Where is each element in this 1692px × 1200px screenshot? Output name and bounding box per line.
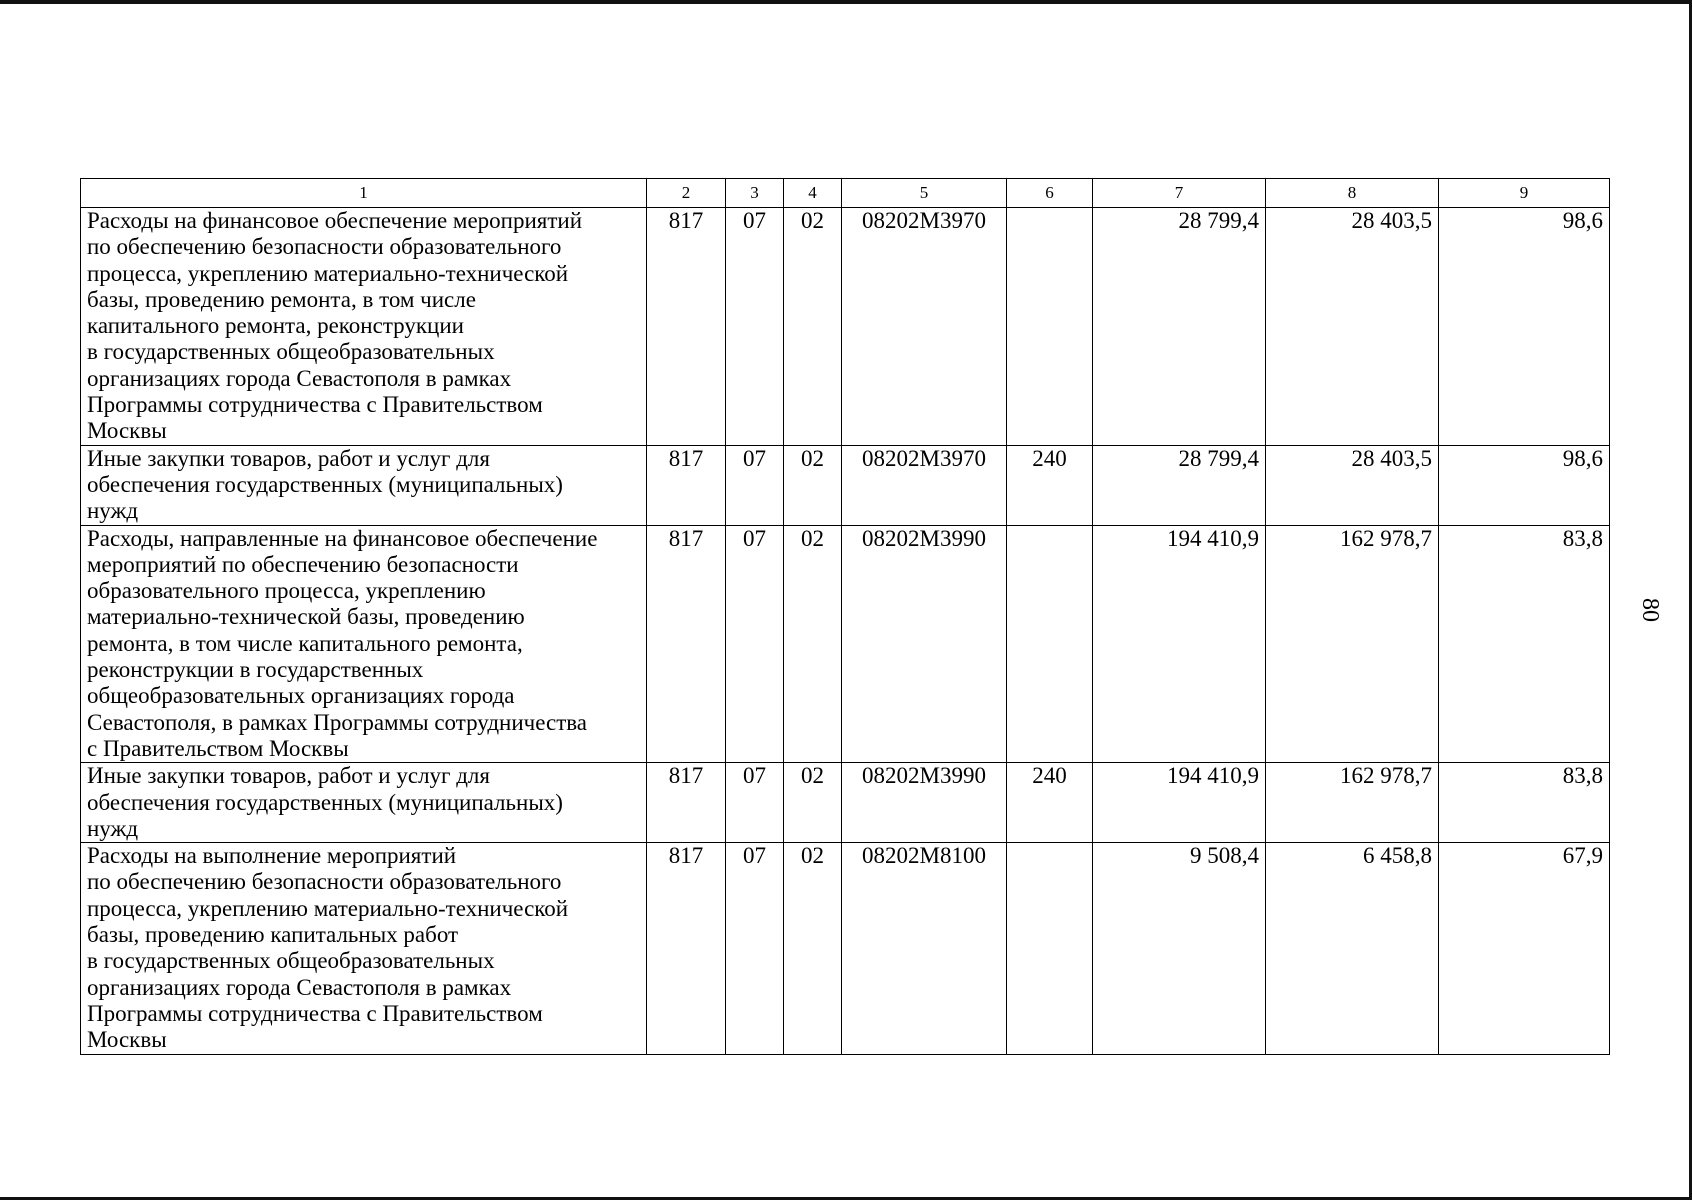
cell-section: 07 — [726, 763, 784, 843]
expense-name-line: в государственных общеобразовательных — [87, 948, 495, 974]
cell-admin-code: 817 — [647, 208, 726, 446]
expense-name-line: по обеспечению безопасности образовательного — [87, 869, 562, 895]
cell-execution-percent: 67,9 — [1439, 843, 1610, 1054]
expense-name-line: материально-технической базы, проведению — [87, 604, 525, 630]
expense-name-line: организациях города Севастополя в рамках — [87, 365, 512, 391]
expense-name-line: организациях города Севастополя в рамках — [87, 974, 512, 1000]
cell-admin-code: 817 — [647, 763, 726, 843]
cell-planned-amount: 194 410,9 — [1093, 763, 1266, 843]
expense-name-line: процесса, укреплению материально-технической — [87, 260, 569, 286]
cell-section: 07 — [726, 445, 784, 525]
cell-section: 07 — [726, 208, 784, 446]
cell-expense-type: 240 — [1007, 763, 1093, 843]
cell-subsection: 02 — [784, 525, 842, 763]
cell-planned-amount: 194 410,9 — [1093, 525, 1266, 763]
cell-planned-amount: 9 508,4 — [1093, 843, 1266, 1054]
cell-subsection: 02 — [784, 445, 842, 525]
cell-execution-percent: 98,6 — [1439, 208, 1610, 446]
cell-expense-name — [81, 445, 647, 525]
cell-expense-name — [81, 843, 647, 1054]
expense-name-line: Расходы, направленные на финансовое обеспечение — [87, 525, 598, 551]
cell-executed-amount: 28 403,5 — [1266, 208, 1439, 446]
cell-execution-percent: 83,8 — [1439, 525, 1610, 763]
column-header: 8 — [1266, 179, 1439, 208]
cell-target-article: 08202M8100 — [842, 843, 1007, 1054]
cell-section: 07 — [726, 525, 784, 763]
cell-expense-type — [1007, 525, 1093, 763]
table-body — [81, 208, 1610, 1055]
cell-execution-percent: 83,8 — [1439, 763, 1610, 843]
expense-name-line: нужд — [87, 498, 139, 524]
budget-execution-table — [80, 178, 1610, 1055]
expense-name-line: Расходы на финансовое обеспечение мероприятий — [87, 208, 583, 233]
table-row — [81, 525, 1610, 763]
cell-admin-code: 817 — [647, 843, 726, 1054]
page-number: 80 — [1637, 598, 1663, 622]
column-header: 6 — [1007, 179, 1093, 208]
cell-target-article: 08202M3990 — [842, 525, 1007, 763]
expense-name-line: базы, проведению ремонта, в том числе — [87, 286, 476, 312]
cell-expense-name — [81, 525, 647, 763]
expense-name-line: обеспечения государственных (муниципальных) — [87, 471, 563, 497]
cell-section: 07 — [726, 843, 784, 1054]
table-row — [81, 208, 1610, 446]
cell-subsection: 02 — [784, 843, 842, 1054]
cell-expense-type — [1007, 843, 1093, 1054]
cell-executed-amount: 162 978,7 — [1266, 525, 1439, 763]
column-header: 7 — [1093, 179, 1266, 208]
cell-expense-type: 240 — [1007, 445, 1093, 525]
expense-name-line: с Правительством Москвы — [87, 735, 349, 761]
cell-executed-amount: 162 978,7 — [1266, 763, 1439, 843]
expense-name-line: капитального ремонта, реконструкции — [87, 313, 464, 339]
column-header: 2 — [647, 179, 726, 208]
expense-name-line: базы, проведению капитальных работ — [87, 922, 459, 948]
cell-planned-amount: 28 799,4 — [1093, 445, 1266, 525]
expense-name-line: нужд — [87, 815, 139, 841]
cell-executed-amount: 6 458,8 — [1266, 843, 1439, 1054]
expense-name-line: Программы сотрудничества с Правительством — [87, 1000, 543, 1026]
cell-target-article: 08202M3990 — [842, 763, 1007, 843]
expense-name-line: обеспечения государственных (муниципальных) — [87, 789, 563, 815]
expense-name-line: Москвы — [87, 1027, 167, 1053]
cell-expense-name — [81, 208, 647, 446]
cell-subsection: 02 — [784, 208, 842, 446]
expense-name-line: образовательного процесса, укреплению — [87, 578, 486, 604]
expense-name-line: по обеспечению безопасности образовательного — [87, 234, 562, 260]
cell-planned-amount: 28 799,4 — [1093, 208, 1266, 446]
column-header: 3 — [726, 179, 784, 208]
column-header: 9 — [1439, 179, 1610, 208]
expense-name-line: Иные закупки товаров, работ и услуг для — [87, 763, 490, 789]
column-header: 5 — [842, 179, 1007, 208]
column-header: 4 — [784, 179, 842, 208]
expense-name-line: ремонта, в том числе капитального ремонта, — [87, 630, 523, 656]
table-header-row — [81, 179, 1610, 208]
column-header: 1 — [81, 179, 647, 208]
expense-name-line: Иные закупки товаров, работ и услуг для — [87, 445, 490, 471]
expense-name-line: общеобразовательных организациях города — [87, 683, 515, 709]
expense-name-line: Расходы на выполнение мероприятий — [87, 843, 457, 869]
cell-execution-percent: 98,6 — [1439, 445, 1610, 525]
expense-name-line: Севастополя, в рамках Программы сотрудничества — [87, 709, 588, 735]
expense-name-line: Программы сотрудничества с Правительством — [87, 392, 543, 418]
table-row — [81, 445, 1610, 525]
cell-executed-amount: 28 403,5 — [1266, 445, 1439, 525]
expense-name-line: реконструкции в государственных — [87, 657, 424, 683]
cell-target-article: 08202M3970 — [842, 208, 1007, 446]
expense-name-line: процесса, укреплению материально-технической — [87, 895, 569, 921]
cell-admin-code: 817 — [647, 525, 726, 763]
expense-name-line: мероприятий по обеспечению безопасности — [87, 551, 519, 577]
table-row — [81, 763, 1610, 843]
expense-name-line: Москвы — [87, 418, 167, 444]
cell-subsection: 02 — [784, 763, 842, 843]
cell-admin-code: 817 — [647, 445, 726, 525]
cell-target-article: 08202M3970 — [842, 445, 1007, 525]
cell-expense-type — [1007, 208, 1093, 446]
cell-expense-name — [81, 763, 647, 843]
table-row — [81, 843, 1610, 1054]
scan-border-top — [0, 0, 1692, 4]
expense-name-line: в государственных общеобразовательных — [87, 339, 495, 365]
